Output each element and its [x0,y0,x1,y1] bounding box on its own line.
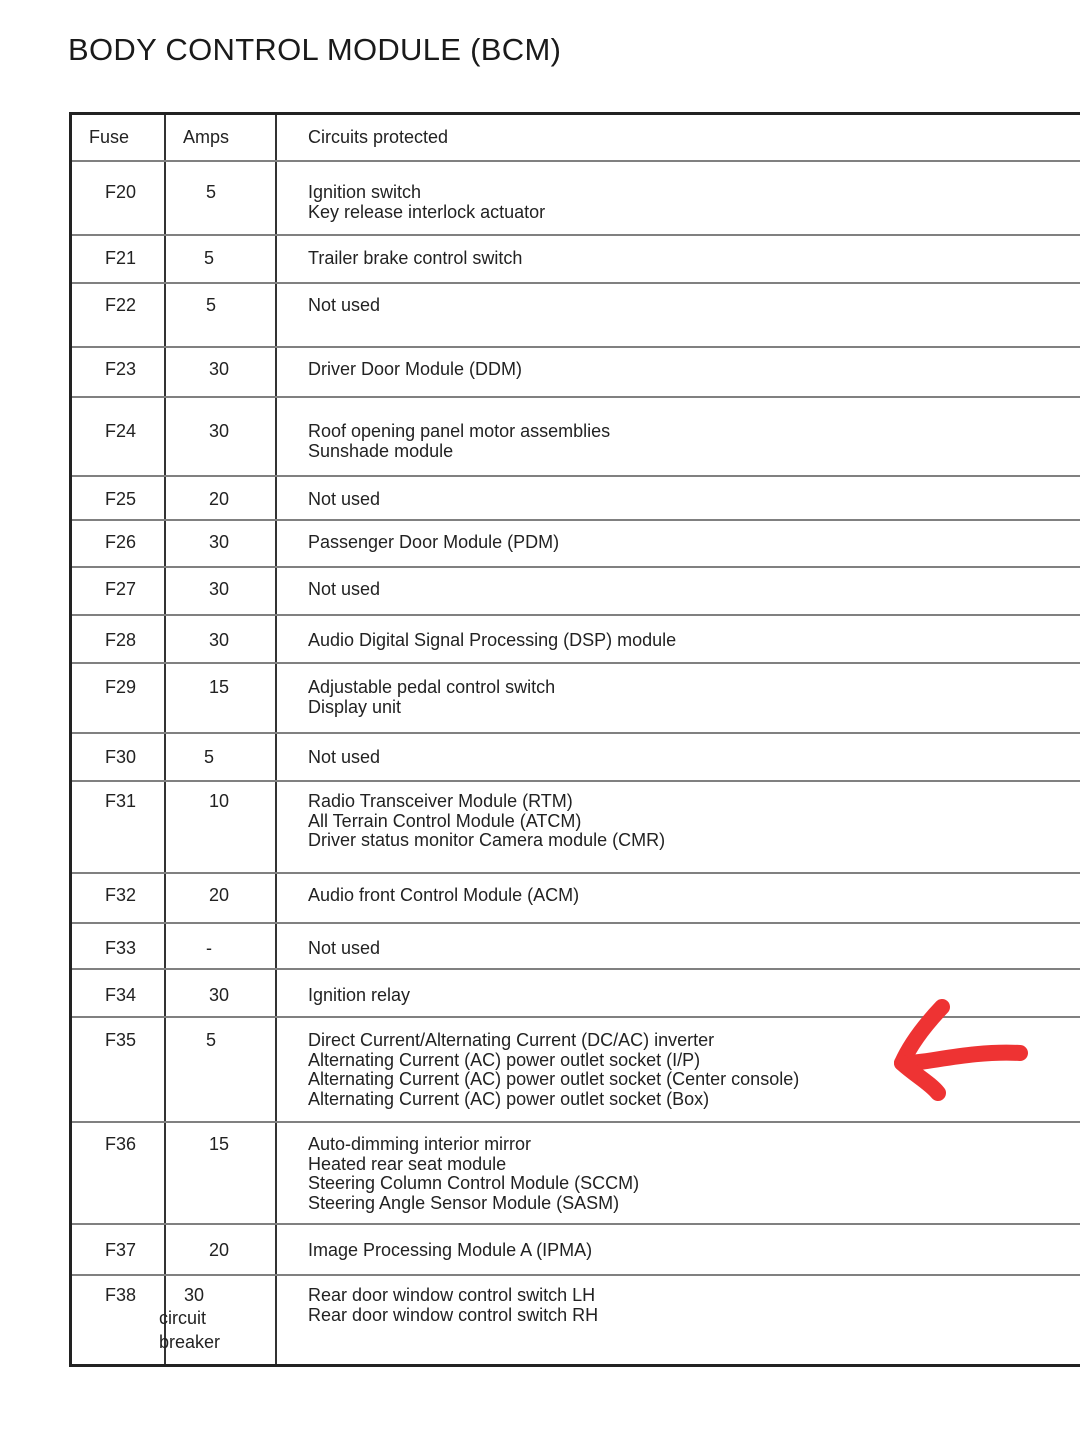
amps-value: 15 [209,677,230,697]
amps-value: breaker [159,1331,221,1352]
circuit-line: Sunshade module [308,440,454,461]
circuit-line: Roof opening panel motor assemblies [308,421,611,441]
circuit-line: All Terrain Control Module (ATCM) [308,810,582,831]
amps-cell [166,664,277,732]
amps-cell [166,162,277,234]
fuse-table [69,112,1080,1367]
circuit-line: Not used [308,579,381,599]
amps-value: 5 [206,182,217,202]
circuit-line: Radio Transceiver Module (RTM) [308,791,573,811]
amps-cell [166,521,277,566]
circuits-cell [277,1225,1080,1274]
amps-value: 30 [209,359,230,379]
amps-cell [166,1225,277,1274]
circuit-line: Not used [308,489,381,509]
amps-cell [166,734,277,780]
circuits-cell [277,568,1080,614]
amps-cell [166,398,277,475]
circuits-cell [277,664,1080,732]
fuse-cell: F24 [72,398,166,475]
amps-cell [166,284,277,346]
table-row [72,475,1080,519]
fuse-cell: F26 [72,521,166,566]
header-fuse: Fuse [72,115,166,160]
circuit-line: Rear door window control switch RH [308,1304,599,1325]
circuit-line: Audio Digital Signal Processing (DSP) module [308,630,677,650]
fuse-cell: F38 [72,1276,166,1364]
amps-value: 15 [209,1134,230,1154]
circuit-line: Auto-dimming interior mirror [308,1134,532,1154]
circuits-cell [277,477,1080,519]
amps-cell [166,924,277,968]
amps-value: 10 [209,791,230,811]
circuit-line: Steering Angle Sensor Module (SASM) [308,1192,620,1213]
hand-drawn-arrow-icon [880,995,1030,1105]
circuit-line: Adjustable pedal control switch [308,677,556,697]
circuits-cell [277,616,1080,662]
fuse-cell: F25 [72,477,166,519]
table-row [72,662,1080,732]
table-row [72,396,1080,475]
header-amps: Amps [166,115,277,160]
amps-cell [166,236,277,282]
fuse-cell: F35 [72,1018,166,1121]
table-row [72,519,1080,566]
circuit-line: Audio front Control Module (ACM) [308,885,580,905]
circuits-cell [277,284,1080,346]
circuit-line: Ignition switch [308,182,422,202]
amps-value: 20 [209,885,230,905]
table-row [72,234,1080,282]
amps-value: 5 [206,1030,217,1050]
fuse-cell: F20 [72,162,166,234]
fuse-cell: F29 [72,664,166,732]
amps-value: 30 [184,1285,205,1305]
amps-value: 20 [209,489,230,509]
fuse-cell: F33 [72,924,166,968]
table-row [72,566,1080,614]
fuse-cell: F23 [72,348,166,396]
amps-cell [166,782,277,872]
amps-value: circuit [159,1307,207,1328]
amps-value: 5 [204,747,215,767]
circuit-line: Display unit [308,696,402,717]
circuits-cell [277,924,1080,968]
amps-cell [166,970,277,1016]
table-row [72,282,1080,346]
amps-cell [159,1276,277,1364]
fuse-cell: F27 [72,568,166,614]
circuits-cell [277,874,1080,922]
amps-value: 20 [209,1240,230,1260]
circuit-line: Direct Current/Alternating Current (DC/AC) inverter [308,1030,715,1050]
table-row [72,1274,1080,1364]
amps-value: 5 [204,248,215,268]
circuit-line: Not used [308,747,381,767]
fuse-cell: F36 [72,1123,166,1223]
amps-value: 30 [209,985,230,1005]
circuit-line: Not used [308,295,381,315]
table-row [72,346,1080,396]
fuse-cell: F34 [72,970,166,1016]
table-row [72,614,1080,662]
fuse-cell: F22 [72,284,166,346]
circuit-line: Not used [308,938,381,958]
circuit-line: Driver Door Module (DDM) [308,359,523,379]
circuits-cell [277,1123,1080,1223]
amps-value: 30 [209,579,230,599]
table-row [72,160,1080,234]
table-row [72,1223,1080,1274]
amps-value: 30 [209,421,230,441]
circuit-line: Ignition relay [308,985,411,1005]
amps-cell [166,874,277,922]
circuit-line: Alternating Current (AC) power outlet socket (Center console) [308,1069,800,1089]
circuit-line: Image Processing Module A (IPMA) [308,1240,593,1260]
fuse-cell: F31 [72,782,166,872]
circuits-cell [277,348,1080,396]
fuse-cell: F28 [72,616,166,662]
amps-value: 30 [209,630,230,650]
circuit-line: Key release interlock actuator [308,201,546,222]
fuse-cell: F37 [72,1225,166,1274]
table-row [72,732,1080,780]
amps-cell [166,568,277,614]
amps-cell [166,477,277,519]
circuit-line: Driver status monitor Camera module (CMR) [308,830,666,850]
circuits-cell [277,782,1080,872]
fuse-cell: F32 [72,874,166,922]
page-title: BODY CONTROL MODULE (BCM) [68,32,562,67]
circuit-line: Passenger Door Module (PDM) [308,532,560,552]
amps-cell [166,1018,277,1121]
fuse-cell: F21 [72,236,166,282]
table-header [72,115,1080,160]
circuit-line: Steering Column Control Module (SCCM) [308,1173,640,1193]
header-circuits: Circuits protected [308,127,449,147]
amps-value: 30 [209,532,230,552]
amps-value: 5 [206,295,217,315]
table-row [72,1121,1080,1223]
circuit-line: Rear door window control switch LH [308,1285,596,1305]
circuit-line: Trailer brake control switch [308,248,523,268]
amps-cell [166,1123,277,1223]
amps-cell [166,616,277,662]
circuits-cell [277,734,1080,780]
table-row [72,922,1080,968]
circuits-cell [277,162,1080,234]
circuit-line: Heated rear seat module [308,1153,507,1174]
circuits-cell [277,236,1080,282]
table-row [72,780,1080,872]
circuit-line: Alternating Current (AC) power outlet socket (I/P) [308,1049,701,1070]
fuse-cell: F30 [72,734,166,780]
circuits-cell [277,521,1080,566]
table-row [72,872,1080,922]
amps-value: - [206,938,212,958]
circuits-cell [277,1276,1080,1364]
circuit-line: Alternating Current (AC) power outlet socket (Box) [308,1088,710,1109]
amps-cell [166,348,277,396]
circuits-cell [277,398,1080,475]
